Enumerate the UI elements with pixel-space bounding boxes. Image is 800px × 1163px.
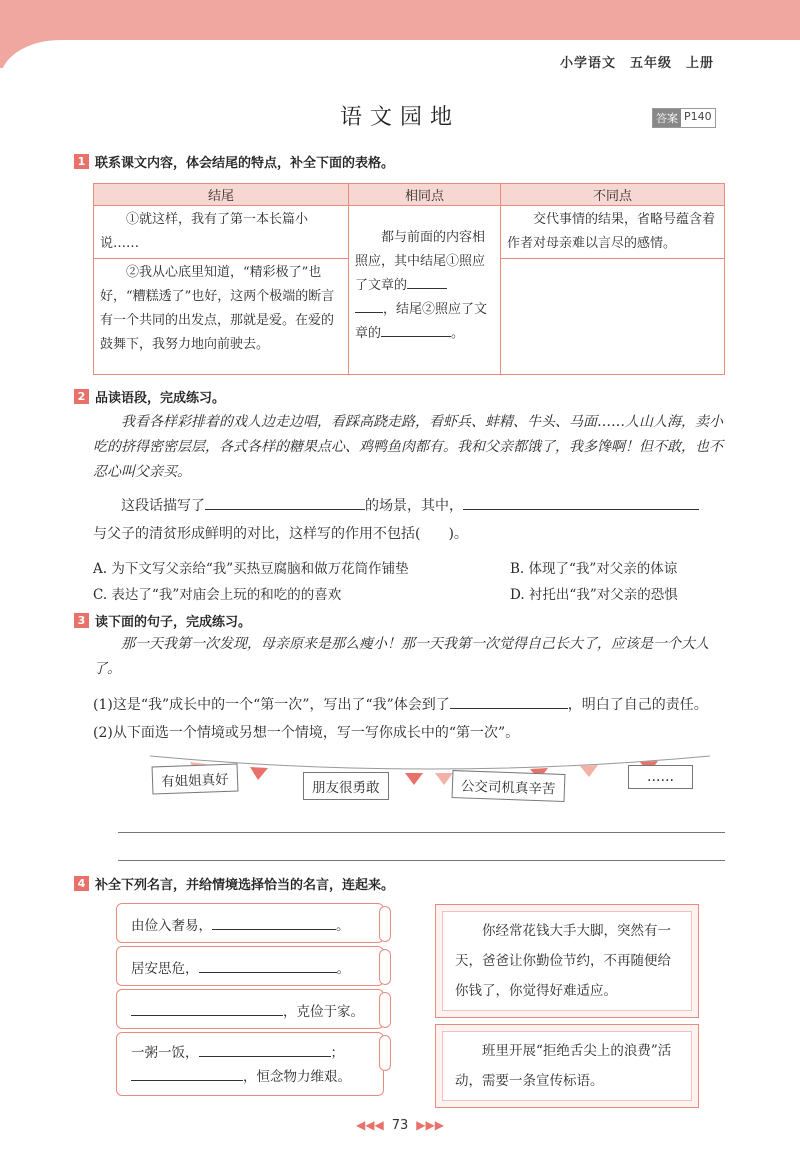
- q3-sub2: (2)从下面选一个情境或另想一个情境，写一写你成长中的“第一次”。: [93, 725, 520, 741]
- saying-blank[interactable]: [199, 959, 337, 973]
- question-prompt: 品读语段，完成练习。: [95, 391, 226, 406]
- saying-4: 一粥一饭， ； ，恒念物力维艰。: [116, 1032, 384, 1096]
- option-b: B. 体现了“我”对父亲的体谅: [510, 561, 678, 577]
- question-1-heading: [74, 152, 394, 171]
- saying-2: 居安思危， 。: [116, 946, 384, 986]
- blank-1[interactable]: [407, 275, 447, 289]
- option-c: C. 表达了“我”对庙会上玩的和吃的的喜欢: [93, 587, 342, 603]
- scenario-card[interactable]: 公交司机真辛苦: [452, 770, 565, 802]
- blank-feeling[interactable]: [450, 695, 568, 709]
- saying-blank[interactable]: [131, 1002, 283, 1016]
- question-number: 1: [74, 154, 89, 169]
- col-header-ending: 结尾: [94, 184, 349, 206]
- blank-scene[interactable]: [205, 496, 365, 510]
- situation-box-1[interactable]: [435, 904, 699, 1018]
- col-header-diff: 不同点: [501, 184, 725, 206]
- blank-3[interactable]: [381, 323, 451, 337]
- diff-empty-cell[interactable]: [501, 259, 725, 375]
- option-a: A. 为下文写父亲给“我”买热豆腐脑和做万花筒作铺垫: [93, 561, 409, 577]
- question-prompt: 联系课文内容，体会结尾的特点，补全下面的表格。: [95, 156, 395, 171]
- diff-cell: 交代事情的结果，省略号蕴含着作者对母亲难以言尽的感情。: [501, 206, 725, 259]
- q2-fill: 这段话描写了 的场景，其中，: [93, 494, 725, 519]
- page-footer: [0, 1118, 800, 1133]
- question-number: 3: [74, 613, 89, 628]
- answer-tag: [652, 108, 716, 128]
- blank-contrast[interactable]: [463, 496, 699, 510]
- saying-blank[interactable]: [199, 1043, 331, 1057]
- question-prompt: 读下面的句子，完成练习。: [95, 615, 252, 630]
- writing-line[interactable]: [118, 860, 725, 861]
- q2-fill-2: 与父子的清贫形成鲜明的对比，这样写的作用不包括( )。: [93, 526, 468, 542]
- saying-blank[interactable]: [212, 916, 336, 930]
- situation-box-2[interactable]: [435, 1024, 699, 1108]
- book-info: [560, 52, 728, 71]
- question-4-heading: [74, 874, 394, 893]
- situation-text: 班里开展“拒绝舌尖上的浪费”活动，需要一条宣传标语。: [442, 1031, 692, 1101]
- volume: 上册: [686, 56, 715, 71]
- prev-arrows-icon: ◀◀◀: [356, 1118, 384, 1132]
- q3-passage: 那一天我第一次发现，母亲原来是那么瘦小！那一天我第一次觉得自己长大了，应该是一个大人了。: [93, 636, 709, 677]
- question-number: 2: [74, 389, 89, 404]
- q3-sub1: (1)这是“我”成长中的一个“第一次”，写出了“我”体会到了 ，明白了自己的责任。: [93, 697, 708, 713]
- ending-table: [93, 183, 725, 375]
- subject: 小学语文: [560, 56, 617, 71]
- q2-passage: 我看各样彩排着的戏人边走边唱，看踩高跷走路，看虾兵、蚌精、牛头、马面……人山人海，卖小吃的挤得密密层层，各式各样的糖果点心、鸡鸭鱼肉都有。我和父亲都饿了，我多馋啊！但不敢，也不忍心叫父亲买。: [93, 414, 723, 480]
- page-number: 73: [391, 1118, 409, 1133]
- question-prompt: 补全下列名言，并给情境选择恰当的名言，连起来。: [95, 878, 395, 893]
- saying-blank[interactable]: [131, 1067, 243, 1081]
- scenario-card[interactable]: 朋友很勇敢: [303, 772, 389, 800]
- scenario-card[interactable]: ……: [628, 765, 693, 789]
- ending-1: ①就这样，我有了第一本长篇小说……: [94, 206, 349, 259]
- saying-1: 由俭入奢易， 。: [116, 903, 384, 943]
- question-2-heading: [74, 387, 225, 406]
- blank-2[interactable]: [355, 299, 383, 313]
- situation-text: 你经常花钱大手大脚，突然有一天，爸爸让你勤俭节约，不再随便给你钱了，你觉得好难适应。: [442, 911, 692, 1011]
- saying-3: ，克俭于家。: [116, 989, 384, 1029]
- answer-page: P140: [684, 110, 712, 123]
- col-header-same: 相同点: [349, 184, 501, 206]
- same-cell: 都与前面的内容相照应，其中结尾①照应了文章的 ，结尾②照应了文章的 。: [349, 206, 501, 375]
- page-title: 语文园地: [339, 105, 460, 130]
- answer-label: 答案: [653, 109, 681, 127]
- writing-line[interactable]: [118, 832, 725, 833]
- grade: 五年级: [630, 56, 673, 71]
- ending-2: ②我从心底里知道，“精彩极了”也好，“糟糕透了”也好，这两个极端的断言有一个共同的出发点，那就是爱。在爱的鼓舞下，我努力地向前驶去。: [94, 259, 349, 375]
- question-number: 4: [74, 876, 89, 891]
- next-arrows-icon: ▶▶▶: [416, 1118, 444, 1132]
- question-3-heading: [74, 611, 251, 630]
- option-d: D. 衬托出“我”对父亲的恐惧: [510, 587, 678, 603]
- scenario-card[interactable]: 有姐姐真好: [152, 764, 238, 795]
